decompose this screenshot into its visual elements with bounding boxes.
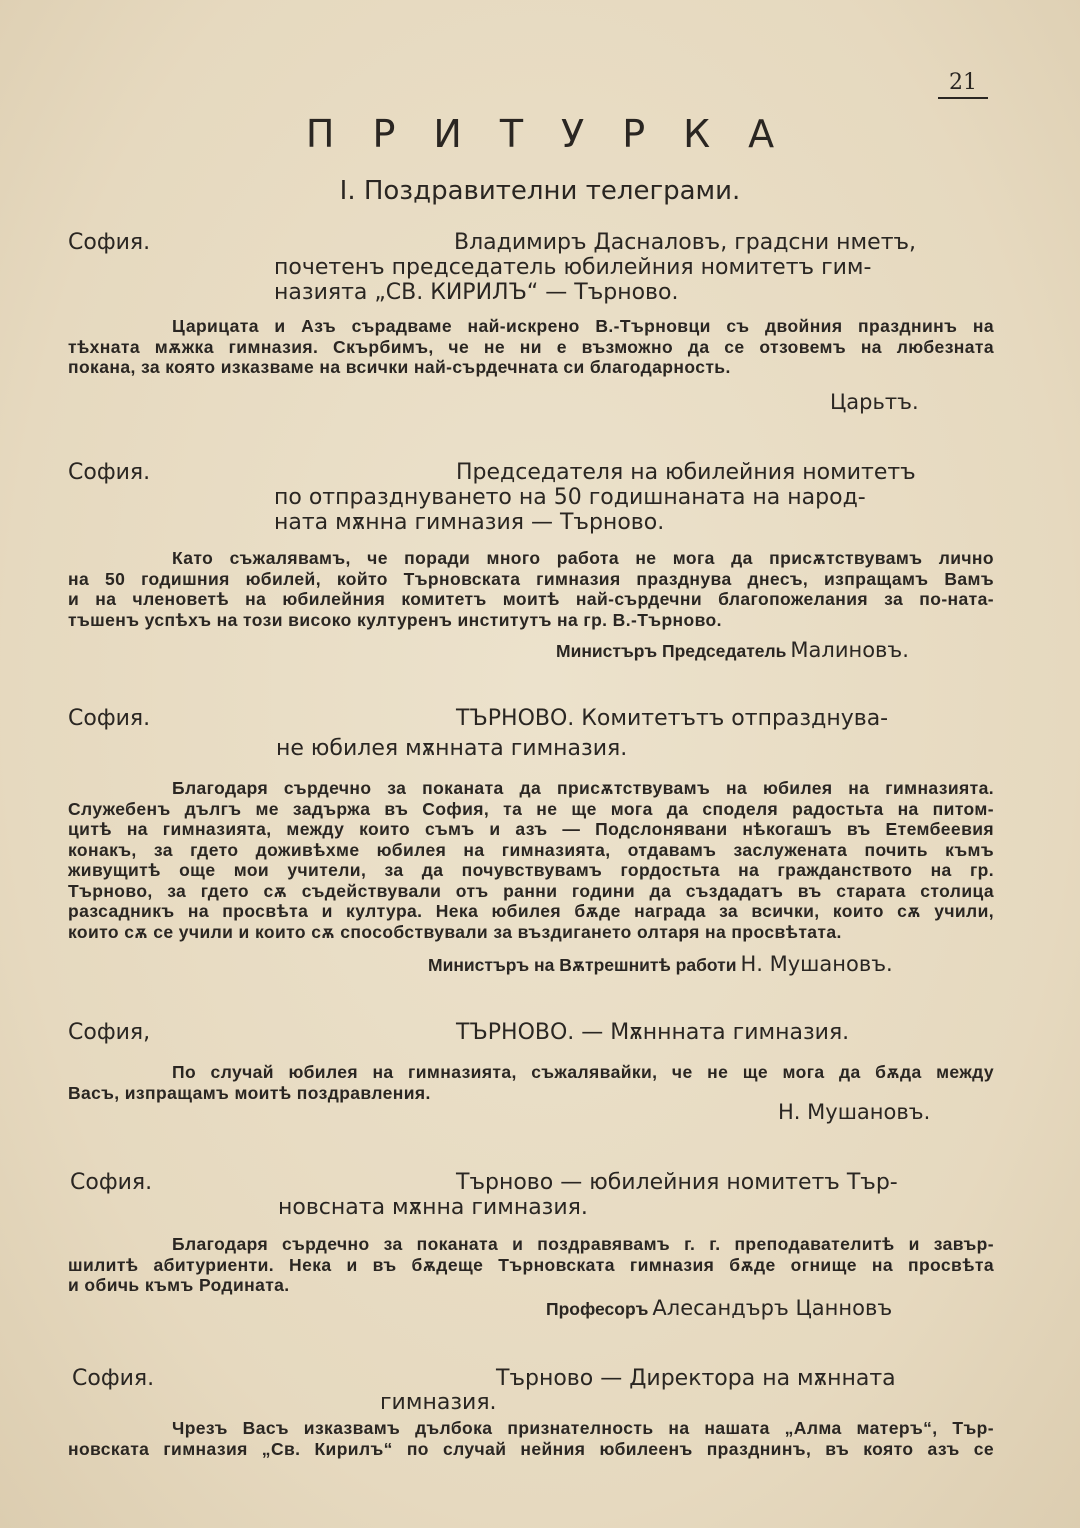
telegram-5-body-line: шилитѣ абитуриенти. Нека и въ бѫдеще Търновската гимназия бѫде огнище на просвѣта [68, 1254, 994, 1275]
telegram-4-address-line-1: ТЪРНОВО. — Мѫннната гимназия. [456, 1020, 850, 1045]
telegram-6-address-line-1: Търново — Директора на мѫнната [496, 1366, 896, 1391]
telegram-4-place: София, [68, 1020, 151, 1045]
telegram-1-address-line-2: почетенъ председатель юбилейния номитетъ гим- [274, 255, 872, 280]
telegram-2-signature-title: Министъръ Председатель [556, 641, 787, 661]
telegram-1-body-line: тѣхната мѫжка гимназия. Скърбимъ, че не ни е възможно да се отзовемъ на любезната [68, 336, 994, 357]
telegram-1-address-line-1: Владимиръ Дасналовъ, градсни нметъ, [454, 230, 917, 255]
telegram-6-body-line: Чрезъ Васъ изказвамъ дълбока признателность на нашата „Алма матеръ“, Тър- [172, 1418, 994, 1438]
telegram-3-body-line: Търново, за гдето сѫ съдействували отъ ранни години да създадатъ въ старата столица [68, 880, 994, 901]
telegram-2-address-line-1: Председателя на юбилейния номитетъ [456, 460, 916, 485]
telegram-5-body-line: Благодаря сърдечно за поканата и поздравявамъ г. г. преподавателитѣ и завър- [172, 1234, 994, 1254]
telegram-3-body-line: разсадникъ на просвѣта и култура. Нека юбилея бѫде награда за всички, които сѫ учили, [68, 901, 994, 921]
telegram-2-signature-block [556, 638, 909, 662]
page-title: ПРИТУРКА [305, 112, 813, 156]
telegram-4-body-line: По случай юбилея на гимназията, съжалявайки, че не ще мога да бѫда между [172, 1062, 994, 1082]
telegram-2-place: София. [68, 460, 151, 485]
telegram-6-place: София. [72, 1366, 155, 1391]
telegram-4-body [68, 1062, 994, 1103]
telegram-5-place: София. [70, 1170, 153, 1195]
telegram-4-body-line: Васъ, изпращамъ моитѣ поздравления. [68, 1082, 431, 1103]
telegram-3-body-line: които сѫ се учили и които сѫ способствували за въздигането олтаря на просвѣтата. [68, 921, 842, 942]
telegram-1-place: София. [68, 230, 151, 255]
telegram-3-body-line: Служебенъ дългъ ме задържа въ София, та не ще мога да споделя радостьта на питом- [68, 798, 994, 819]
telegram-1-body-line: покана, за която изказваме на всички най-сърдечната си благодарность. [68, 357, 731, 377]
telegram-1-body-line: Царицата и Азъ сърадваме най-искрено В.-Търновци съ двойния празднинъ на [172, 316, 994, 336]
telegram-5-body [68, 1234, 994, 1296]
page-number: 21 [938, 70, 988, 99]
telegram-3-signature: Н. Мушановъ. [740, 952, 893, 976]
telegram-3-body-line: живущитѣ още мои учители, за да почувствувамъ гордостьта на гражданството на гр. [68, 860, 994, 880]
telegram-1-body [68, 316, 994, 378]
telegram-3-address-line-1: ТЪРНОВО. Комитетътъ отпразднува- [456, 706, 889, 731]
telegram-2-body-line: на 50 годишния юбилей, който Търновската гимназия празднува днесъ, изпращамъ Вамъ [68, 568, 994, 589]
telegram-6-address-line-2: гимназия. [380, 1390, 497, 1415]
telegram-3-signature-title: Министъръ на Вѫтрешнитѣ работи [428, 955, 737, 975]
telegram-1-signature: Царьтъ. [830, 390, 919, 414]
section-subtitle: I. Поздравителни телеграми. [339, 176, 741, 206]
telegram-2-signature: Малиновъ. [790, 638, 909, 662]
telegram-6-body-line: новската гимназия „Св. Кирилъ“ по случай нейния юбилеенъ празднинъ, въ която азъ се [68, 1438, 994, 1459]
telegram-3-body-line: цитѣ на гимназията, между които съмъ и азъ — Подслонявани нѣкогашъ въ Етембеевия [68, 819, 994, 839]
telegram-5-address-line-2: новсната мѫнна гимназия. [278, 1195, 588, 1220]
telegram-1-address-line-3: назията „СВ. КИРИЛЪ“ — Търново. [274, 280, 679, 305]
telegram-6-body [68, 1418, 994, 1459]
telegram-3-body [68, 778, 994, 942]
telegram-5-signature-title: Професоръ [546, 1299, 649, 1319]
telegram-5-address-line-1: Търново — юбилейния номитетъ Тър- [456, 1170, 898, 1195]
telegram-2-body-line: тъшенъ успѣхъ на този високо културенъ институтъ на гр. В.-Търново. [68, 609, 722, 630]
telegram-5-body-line: и обичь къмъ Родината. [68, 1275, 290, 1295]
telegram-3-signature-block [428, 952, 893, 976]
telegram-2-body [68, 548, 994, 630]
telegram-5-signature: Алесандъръ Цанновъ [652, 1296, 893, 1320]
telegram-2-body-line: и на членоветѣ на юбилейния комитетъ моитѣ най-сърдечни благопожелания за по-ната- [68, 589, 994, 609]
telegram-2-address-line-3: ната мѫнна гимназия — Търново. [274, 510, 665, 535]
telegram-3-body-line: конакъ, за гдето доживѣхме юбилея на гимназията, отдавамъ заслужената почить къмъ [68, 839, 994, 860]
telegram-3-body-line: Благодаря сърдечно за поканата да присѫтствувамъ на юбилея на гимназията. [172, 778, 994, 798]
telegram-5-signature-block [546, 1296, 892, 1320]
telegram-4-signature: Н. Мушановъ. [778, 1100, 931, 1124]
telegram-2-body-line: Като съжалявамъ, че поради много работа не мога да присѫтствувамъ лично [172, 548, 994, 568]
telegram-2-address-line-2: по отпразднуването на 50 годишнаната на народ- [274, 485, 866, 510]
telegram-3-address-line-2: не юбилея мѫнната гимназия. [276, 736, 628, 761]
telegram-3-place: София. [68, 706, 151, 731]
